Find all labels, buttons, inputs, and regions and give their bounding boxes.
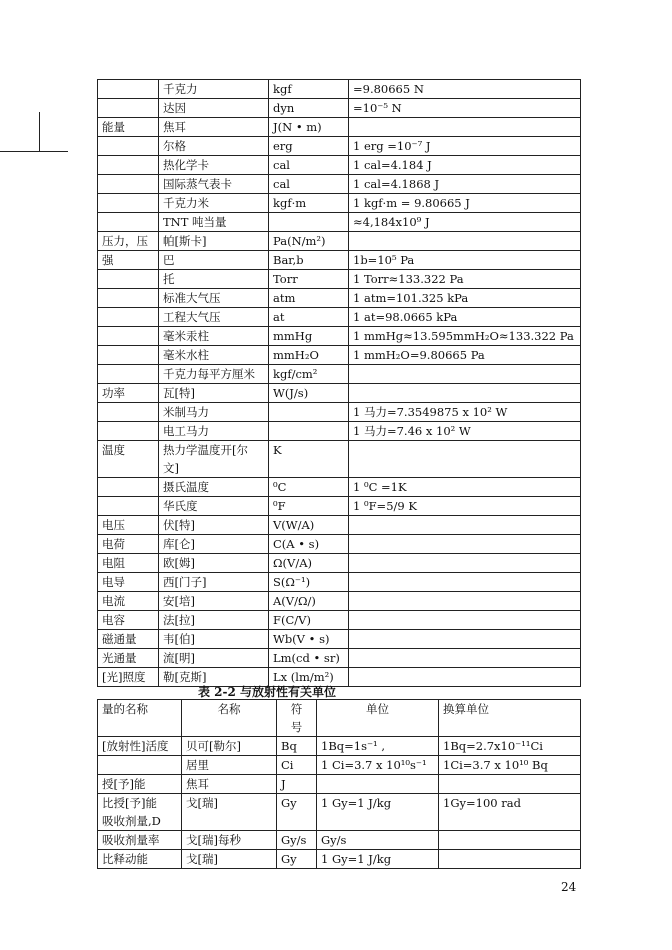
table-row — [98, 850, 581, 869]
table-header-row — [98, 700, 581, 737]
table-row — [98, 175, 581, 194]
unit-symbol-cell: Bq — [277, 737, 317, 756]
table-row — [98, 384, 581, 403]
unit-name-cell: 摄氏温度 — [159, 478, 269, 497]
conversion-cell — [349, 384, 581, 403]
unit-cell: 1Bq=1s⁻¹ , — [317, 737, 439, 756]
quantity-cell — [98, 422, 159, 441]
unit-name-cell: 巴 — [159, 251, 269, 270]
table-row — [98, 270, 581, 289]
conversion-cell: =10⁻⁵ N — [349, 99, 581, 118]
table-row — [98, 308, 581, 327]
table-row — [98, 649, 581, 668]
caption-text: 与放射性有关单位 — [240, 685, 337, 699]
quantity-cell: 能量 — [98, 118, 159, 137]
unit-name-cell: 韦[伯] — [159, 630, 269, 649]
conversion-cell: 1 ⁰F=5/9 K — [349, 497, 581, 516]
unit-name-cell: 安[培] — [159, 592, 269, 611]
conversion-cell: 1 Torr≈133.322 Pa — [349, 270, 581, 289]
unit-table-1 — [97, 79, 581, 687]
table-row — [98, 213, 581, 232]
unit-symbol-cell: kgf·m — [269, 194, 349, 213]
conversion-cell — [349, 668, 581, 687]
quantity-cell: 压力，压 — [98, 232, 159, 251]
table-row — [98, 794, 581, 831]
quantity-cell — [98, 327, 159, 346]
quantity-cell — [98, 99, 159, 118]
conversion-cell — [349, 649, 581, 668]
unit-symbol-cell: atm — [269, 289, 349, 308]
table-row — [98, 573, 581, 592]
header-name: 名称 — [182, 700, 277, 737]
unit-symbol-cell: dyn — [269, 99, 349, 118]
conversion-cell — [349, 535, 581, 554]
table-row — [98, 118, 581, 137]
table-row — [98, 99, 581, 118]
unit-name-cell: 欧[姆] — [159, 554, 269, 573]
unit-symbol-cell: S(Ω⁻¹) — [269, 573, 349, 592]
table-row — [98, 346, 581, 365]
conversion-cell — [349, 630, 581, 649]
unit-symbol-cell: ⁰F — [269, 497, 349, 516]
unit-symbol-cell: K — [269, 441, 349, 478]
header-unit: 单位 — [317, 700, 439, 737]
conversion-cell: 1 ⁰C =1K — [349, 478, 581, 497]
conversion-cell — [349, 118, 581, 137]
unit-name-cell: 热力学温度开[尔 文] — [159, 441, 269, 478]
unit-name-cell: 热化学卡 — [159, 156, 269, 175]
quantity-cell: 电压 — [98, 516, 159, 535]
margin-mark — [0, 112, 40, 152]
conversion-cell: 1 erg =10⁻⁷ J — [349, 137, 581, 156]
quantity-cell — [98, 213, 159, 232]
conversion-cell: 1 at=98.0665 kPa — [349, 308, 581, 327]
unit-name-cell: 国际蒸气表卡 — [159, 175, 269, 194]
conversion-cell: 1 cal=4.184 J — [349, 156, 581, 175]
unit-name-cell: 电工马力 — [159, 422, 269, 441]
table-row — [98, 403, 581, 422]
unit-name-cell: TNT 吨当量 — [159, 213, 269, 232]
quantity-cell — [98, 497, 159, 516]
table-row — [98, 775, 581, 794]
unit-name-cell: 托 — [159, 270, 269, 289]
table-row — [98, 137, 581, 156]
conversion-cell: 1b=10⁵ Pa — [349, 251, 581, 270]
table-row — [98, 156, 581, 175]
quantity-cell: 磁通量 — [98, 630, 159, 649]
unit-name-cell: 达因 — [159, 99, 269, 118]
unit-name-cell: 米制马力 — [159, 403, 269, 422]
unit-name-cell: 工程大气压 — [159, 308, 269, 327]
unit-name-cell: 毫米汞柱 — [159, 327, 269, 346]
quantity-cell — [98, 80, 159, 99]
table-row — [98, 327, 581, 346]
quantity-cell: 光通量 — [98, 649, 159, 668]
header-symbol: 符 号 — [277, 700, 317, 737]
unit-name-cell: 西[门子] — [159, 573, 269, 592]
unit-symbol-cell: Lx (lm/m²) — [269, 668, 349, 687]
unit-name-cell: 千克力米 — [159, 194, 269, 213]
conversion-cell: 1 atm=101.325 kPa — [349, 289, 581, 308]
conversion-cell — [349, 365, 581, 384]
unit-name-cell: 焦耳 — [182, 775, 277, 794]
radiation-unit-table — [97, 699, 581, 869]
unit-name-cell: 戈[瑞] — [182, 850, 277, 869]
quantity-cell: 强 — [98, 251, 159, 270]
unit-name-cell: 法[拉] — [159, 611, 269, 630]
unit-symbol-cell: Gy — [277, 850, 317, 869]
unit-symbol-cell: Bar,b — [269, 251, 349, 270]
conversion-cell: 1 cal=4.1868 J — [349, 175, 581, 194]
unit-symbol-cell: Ci — [277, 756, 317, 775]
unit-name-cell: 贝可[勒尔] — [182, 737, 277, 756]
unit-name-cell: 华氏度 — [159, 497, 269, 516]
quantity-cell: 电阻 — [98, 554, 159, 573]
header-conversion: 换算单位 — [439, 700, 581, 737]
table-row — [98, 80, 581, 99]
quantity-cell: 温度 — [98, 441, 159, 478]
table-row — [98, 365, 581, 384]
table-row — [98, 737, 581, 756]
quantity-cell — [98, 194, 159, 213]
unit-name-cell: 戈[瑞] — [182, 794, 277, 831]
unit-cell: 1 Gy=1 J/kg — [317, 794, 439, 831]
unit-symbol-cell: Gy — [277, 794, 317, 831]
unit-name-cell: 戈[瑞]每秒 — [182, 831, 277, 850]
quantity-cell — [98, 175, 159, 194]
unit-symbol-cell: mmH₂O — [269, 346, 349, 365]
quantity-cell — [98, 156, 159, 175]
conversion-cell: 1 mmH₂O=9.80665 Pa — [349, 346, 581, 365]
quantity-cell: [光]照度 — [98, 668, 159, 687]
conversion-cell — [349, 554, 581, 573]
unit-symbol-cell: erg — [269, 137, 349, 156]
unit-name-cell: 毫米水柱 — [159, 346, 269, 365]
quantity-cell: 比释动能 — [98, 850, 182, 869]
unit-symbol-cell: V(W/A) — [269, 516, 349, 535]
unit-symbol-cell: W(J/s) — [269, 384, 349, 403]
table-row — [98, 630, 581, 649]
unit-cell: 1 Gy=1 J/kg — [317, 850, 439, 869]
table-row — [98, 232, 581, 251]
unit-symbol-cell: mmHg — [269, 327, 349, 346]
quantity-cell: 授[予]能 — [98, 775, 182, 794]
unit-symbol-cell: Ω(V/A) — [269, 554, 349, 573]
unit-symbol-cell — [269, 403, 349, 422]
quantity-cell — [98, 308, 159, 327]
table-row — [98, 194, 581, 213]
quantity-cell: 比授[予]能 吸收剂量,D — [98, 794, 182, 831]
conversion-cell: 1Gy=100 rad — [439, 794, 581, 831]
table-row — [98, 289, 581, 308]
table-row — [98, 554, 581, 573]
unit-symbol-cell: F(C/V) — [269, 611, 349, 630]
table-row — [98, 756, 581, 775]
unit-symbol-cell: kgf — [269, 80, 349, 99]
conversion-cell: 1 马力=7.46 x 10² W — [349, 422, 581, 441]
table-row — [98, 668, 581, 687]
quantity-cell — [98, 403, 159, 422]
unit-cell: Gy/s — [317, 831, 439, 850]
quantity-cell — [98, 365, 159, 384]
table-caption — [198, 683, 336, 700]
table-row — [98, 592, 581, 611]
conversion-cell — [349, 573, 581, 592]
unit-symbol-cell: J(N • m) — [269, 118, 349, 137]
conversion-cell — [439, 850, 581, 869]
unit-name-cell: 千克力 — [159, 80, 269, 99]
quantity-cell: 功率 — [98, 384, 159, 403]
table-row — [98, 478, 581, 497]
table-row — [98, 831, 581, 850]
unit-name-cell: 居里 — [182, 756, 277, 775]
quantity-cell — [98, 137, 159, 156]
unit-symbol-cell: cal — [269, 175, 349, 194]
unit-symbol-cell — [269, 422, 349, 441]
quantity-cell — [98, 756, 182, 775]
header-quantity: 量的名称 — [98, 700, 182, 737]
unit-name-cell: 尔格 — [159, 137, 269, 156]
table-row — [98, 251, 581, 270]
unit-name-cell: 伏[特] — [159, 516, 269, 535]
caption-number: 表 2-2 — [198, 685, 236, 699]
conversion-cell — [439, 775, 581, 794]
unit-symbol-cell: cal — [269, 156, 349, 175]
quantity-cell: 吸收剂量率 — [98, 831, 182, 850]
quantity-cell — [98, 346, 159, 365]
conversion-cell: 1Ci=3.7 x 10¹⁰ Bq — [439, 756, 581, 775]
conversion-cell: 1 kgf·m = 9.80665 J — [349, 194, 581, 213]
quantity-cell: 电容 — [98, 611, 159, 630]
conversion-cell: 1 马力=7.3549875 x 10² W — [349, 403, 581, 422]
quantity-cell: [放射性]活度 — [98, 737, 182, 756]
table-row — [98, 497, 581, 516]
conversion-cell — [439, 831, 581, 850]
unit-cell: 1 Ci=3.7 x 10¹⁰s⁻¹ — [317, 756, 439, 775]
table-row — [98, 441, 581, 478]
unit-symbol-cell — [269, 213, 349, 232]
conversion-cell — [349, 232, 581, 251]
unit-name-cell: 勒[克斯] — [159, 668, 269, 687]
unit-symbol-cell: ⁰C — [269, 478, 349, 497]
quantity-cell — [98, 270, 159, 289]
unit-symbol-cell: Lm(cd • sr) — [269, 649, 349, 668]
unit-symbol-cell: C(A • s) — [269, 535, 349, 554]
conversion-cell: 1 mmHg≈13.595mmH₂O≈133.322 Pa — [349, 327, 581, 346]
unit-name-cell: 瓦[特] — [159, 384, 269, 403]
table-row — [98, 422, 581, 441]
unit-symbol-cell: A(V/Ω/) — [269, 592, 349, 611]
unit-symbol-cell: Wb(V • s) — [269, 630, 349, 649]
unit-symbol-cell: Gy/s — [277, 831, 317, 850]
quantity-cell: 电荷 — [98, 535, 159, 554]
table-row — [98, 611, 581, 630]
conversion-cell: ≈4,184x10⁹ J — [349, 213, 581, 232]
page-number: 24 — [561, 880, 577, 894]
unit-symbol-cell: J — [277, 775, 317, 794]
quantity-cell — [98, 478, 159, 497]
unit-name-cell: 标准大气压 — [159, 289, 269, 308]
conversion-cell — [349, 441, 581, 478]
quantity-cell: 电导 — [98, 573, 159, 592]
unit-name-cell: 流[明] — [159, 649, 269, 668]
quantity-cell — [98, 289, 159, 308]
table-row — [98, 516, 581, 535]
table-row — [98, 535, 581, 554]
unit-symbol-cell: Pa(N/m²) — [269, 232, 349, 251]
unit-symbol-cell: kgf/cm² — [269, 365, 349, 384]
unit-symbol-cell: at — [269, 308, 349, 327]
unit-name-cell: 库[仑] — [159, 535, 269, 554]
quantity-cell: 电流 — [98, 592, 159, 611]
unit-cell — [317, 775, 439, 794]
conversion-cell: 1Bq=2.7x10⁻¹¹Ci — [439, 737, 581, 756]
conversion-cell — [349, 516, 581, 535]
unit-name-cell: 帕[斯卡] — [159, 232, 269, 251]
unit-name-cell: 千克力每平方厘米 — [159, 365, 269, 384]
conversion-cell: =9.80665 N — [349, 80, 581, 99]
unit-symbol-cell: Torr — [269, 270, 349, 289]
unit-name-cell: 焦耳 — [159, 118, 269, 137]
conversion-cell — [349, 592, 581, 611]
conversion-cell — [349, 611, 581, 630]
